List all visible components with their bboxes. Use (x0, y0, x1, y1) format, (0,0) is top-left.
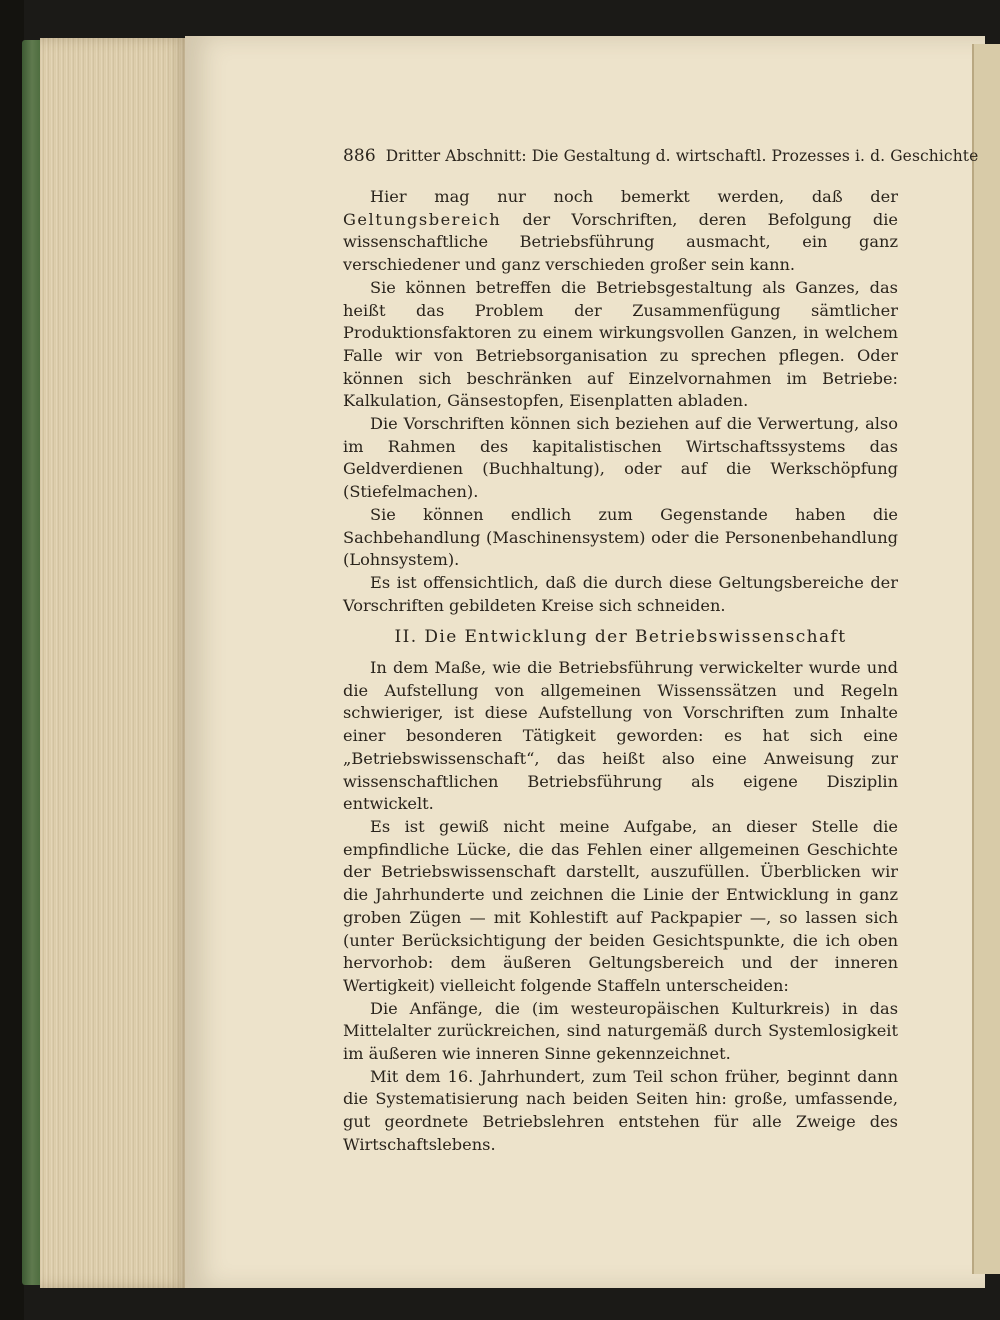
book-cover-edge (22, 40, 42, 1285)
next-page-edge (972, 44, 1000, 1274)
section-heading: II. Die Entwicklung der Betriebswissenschaft (394, 627, 847, 648)
paragraph: Mit dem 16. Jahrhundert, zum Teil schon früher, beginnt dann die Systematisierung nach beiden Seiten hin: große, umfassende, gut geordnete Betriebslehren entstehen für alle Zweige des Wirtschaftslebens. (343, 1066, 898, 1154)
paragraph: Hier mag nur noch bemerkt werden, daß der Geltungsbereich der Vorschriften, deren Befolgung die wissenschaftliche Betriebsführung ausmacht, ein ganz verschiedener und ganz verschieden großer sein kann. (343, 187, 898, 275)
paragraph: Die Vorschriften können sich beziehen auf die Verwertung, also im Rahmen des kapitalistischen Wirtschaftssystems das Geldverdienen (Buchhaltung), oder auf die Werkschöpfung (Stiefelmachen). (343, 414, 898, 502)
paragraph: Die Anfänge, die (im westeuropäischen Kulturkreis) in das Mittelalter zurückreichen, sind naturgemäß durch Systemlosigkeit im äußeren wie inneren Sinne gekennzeichnet. (343, 998, 898, 1064)
paragraph: Sie können endlich zum Gegenstande haben die Sachbehandlung (Maschinensystem) oder die Personenbehandlung (Lohnsystem). (343, 504, 898, 570)
page-edges (40, 38, 190, 1288)
running-title: Dritter Abschnitt: Die Gestaltung d. wirtschaftl. Prozesses i. d. Geschichte (385, 147, 979, 165)
paragraph: Es ist gewiß nicht meine Aufgabe, an dieser Stelle die empfindliche Lücke, die das Fehlen einer allgemeinen Geschichte der Betriebswissenschaft darstellt, auszufüllen. Überblicken wir die Jahrhunderte und zeichnen die Linie der Entwicklung in ganz groben Zügen — mit Kohlestift auf Packpapier —, so lassen sich (unter Berücksichtigung der beiden Gesichtspunkte, die ich oben hervorhob: dem äußeren Geltungsbereich und der inneren Wertigkeit) vielleicht folgende Staffeln unterscheiden: (343, 816, 898, 995)
running-header (343, 146, 979, 166)
paragraph: In dem Maße, wie die Betriebsführung verwickelter wurde und die Aufstellung von allgemeinen Wissenssätzen und Regeln schwieriger, ist diese Aufstellung von Vorschriften zum Inhalte einer besonderen Tätigkeit geworden: es hat sich eine „Betriebswissenschaft“, das heißt also eine Anweisung zur wissenschaftlichen Betriebsführung als eigene Disziplin entwickelt. (343, 658, 898, 814)
paragraph: Sie können betreffen die Betriebsgestaltung als Ganzes, das heißt das Problem der Zusammenfügung sämtlicher Produktionsfaktoren zu einem wirkungsvollen Ganzen, in welchem Falle wir von Betriebsorganisation zu sprechen pflegen. Oder können sich beschränken auf Einzelvornahmen im Betriebe: Kalkulation, Gänsestopfen, Eisenplatten abladen. (343, 277, 898, 411)
body-text (343, 186, 898, 1157)
book-spine (0, 0, 24, 1320)
paragraph: Es ist offensichtlich, daß die durch diese Geltungsbereiche der Vorschriften gebildeten Kreise sich schneiden. (343, 572, 898, 615)
page-number: 886 (343, 146, 376, 166)
